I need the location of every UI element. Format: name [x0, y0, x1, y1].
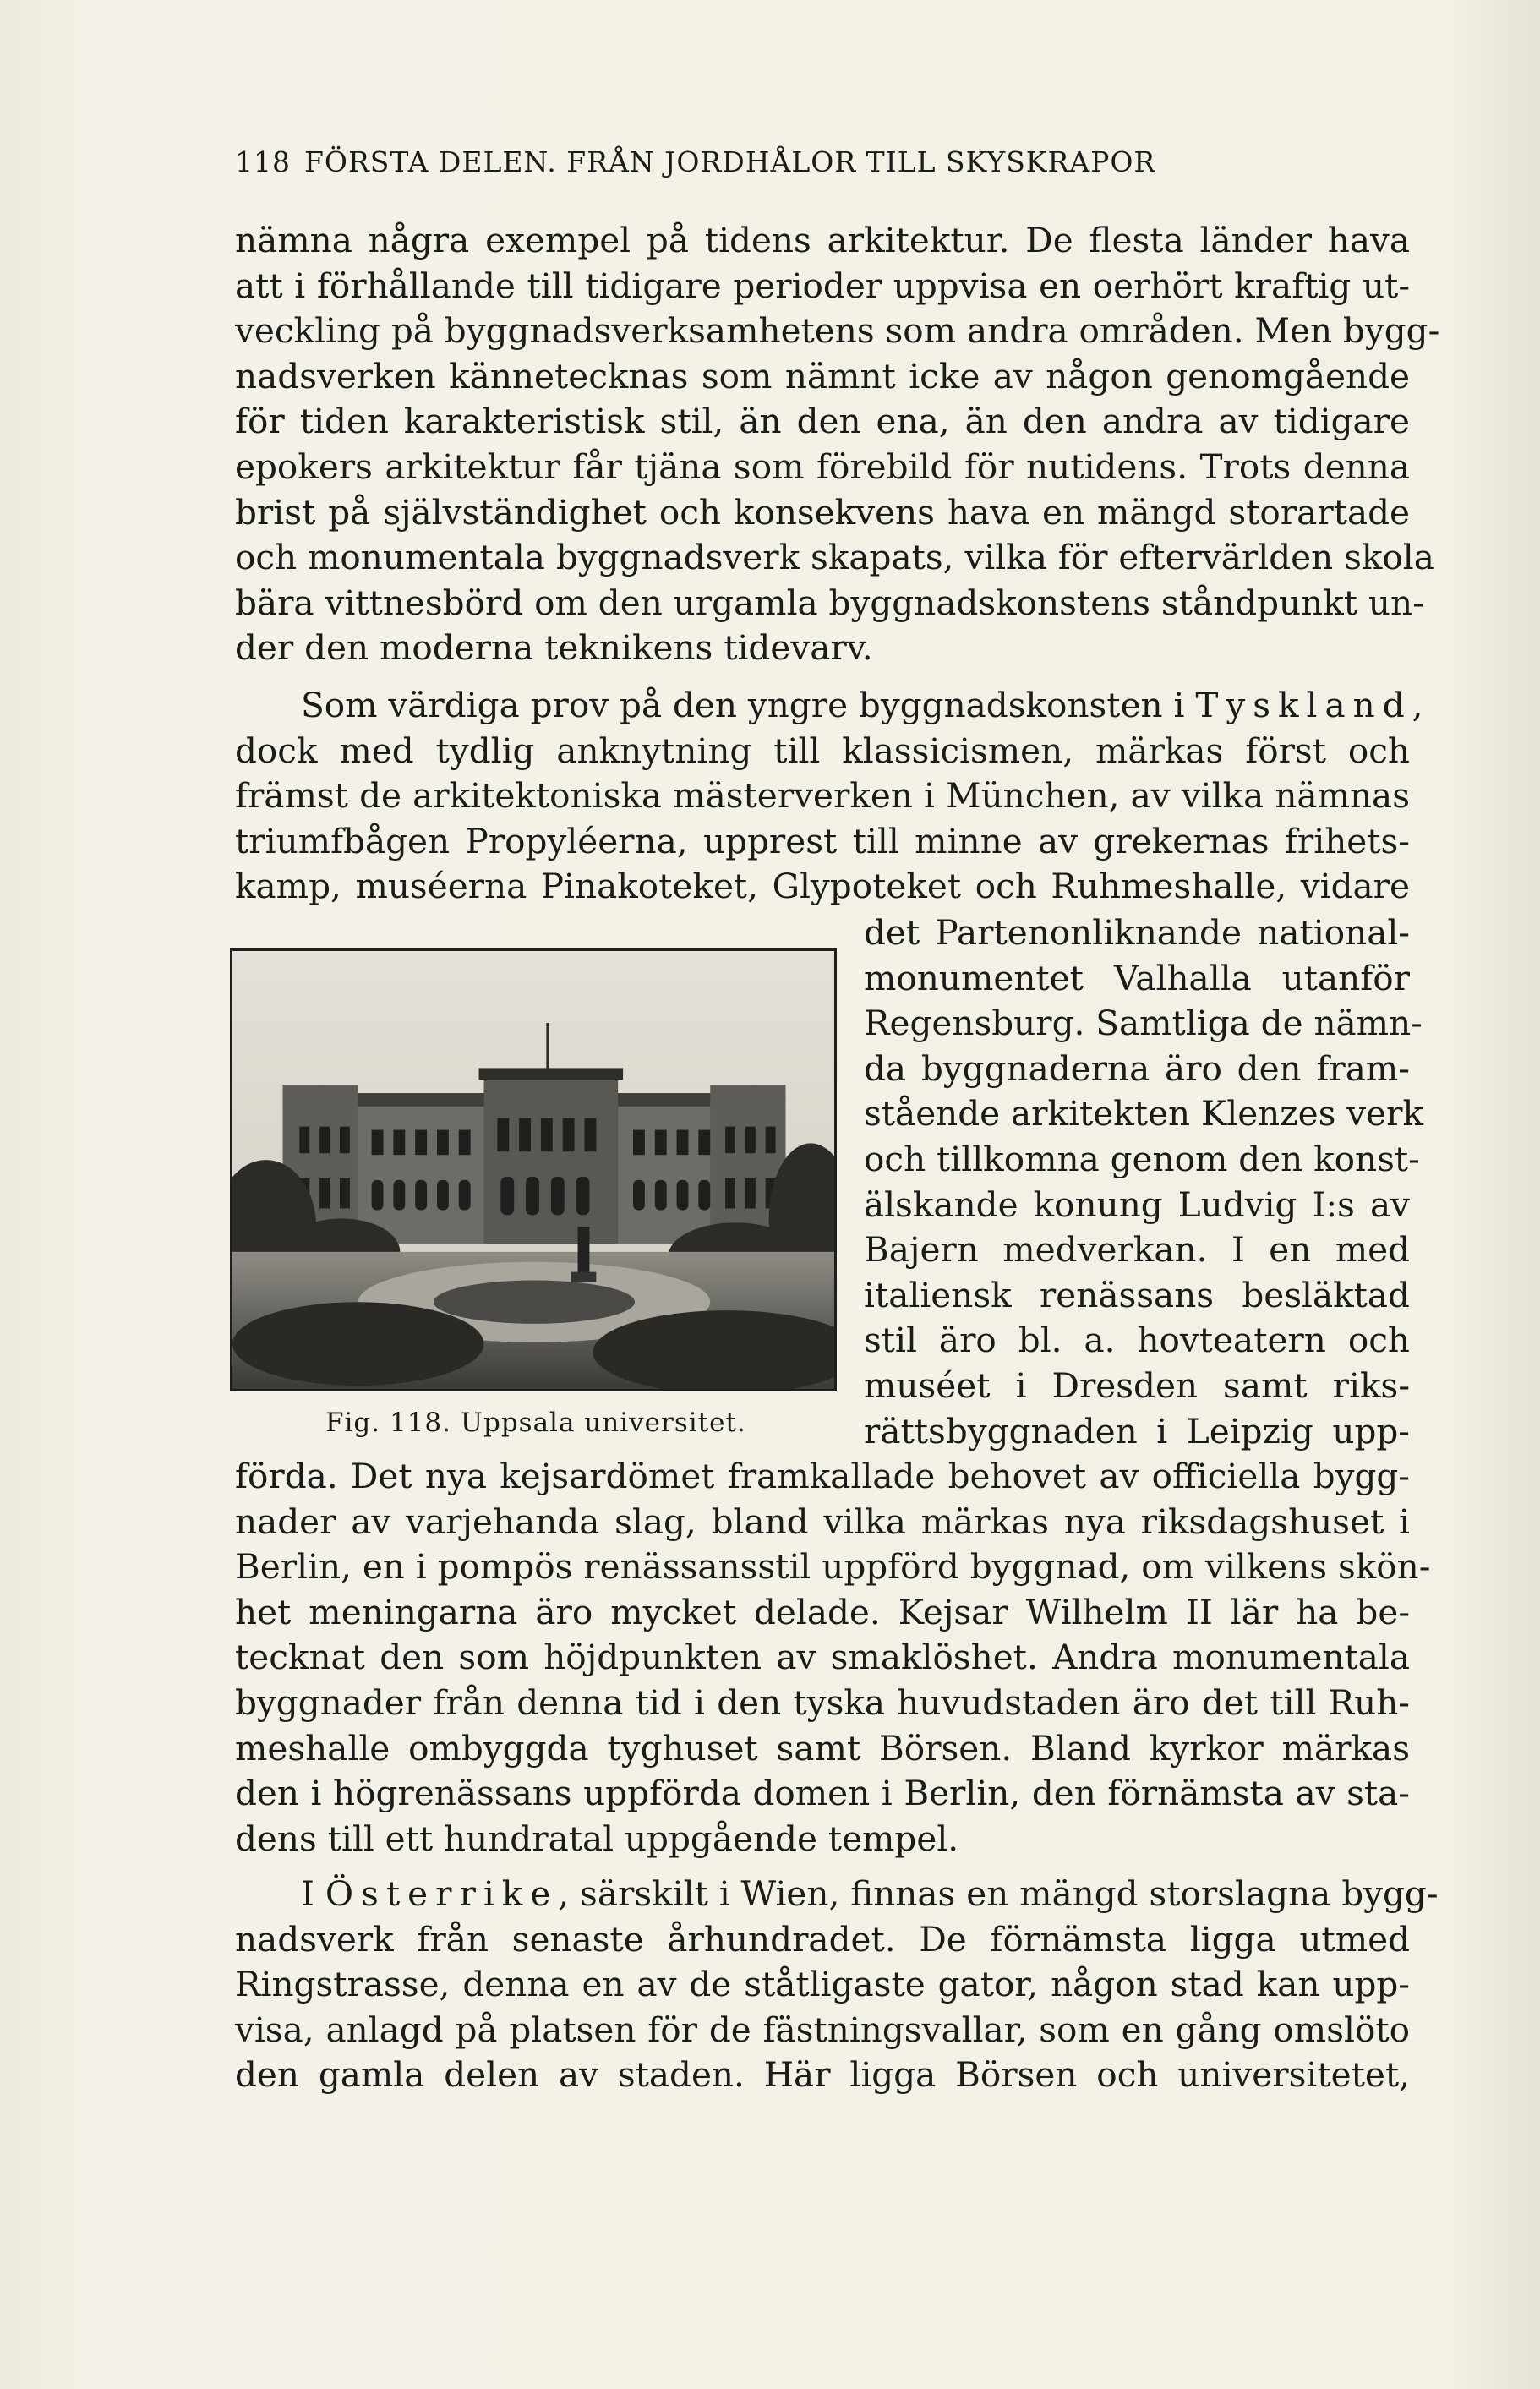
page-number: 118 — [235, 145, 291, 178]
text-line: att i förhållande till tidigare perioder uppvisa en oerhört kraftig ut- — [235, 265, 1410, 306]
paragraph-1 — [235, 218, 1440, 671]
text-line: dens till ett hundratal uppgående tempel. — [235, 1818, 959, 1859]
text-line: den i högrenässans uppförda domen i Berlin, den förnämsta av sta- — [235, 1773, 1410, 1814]
text-run: , — [1412, 685, 1423, 725]
text-line: brist på självständighet och konsekvens hava en mängd storartade — [235, 491, 1410, 533]
text-line — [235, 683, 1423, 729]
text-run: Som värdiga prov på den yngre byggnadskonsten i — [301, 685, 1185, 725]
text-line: det Partenonliknande national- — [864, 912, 1410, 953]
building-photo — [232, 951, 834, 1389]
text-line: för tiden karakteristisk stil, än den ena, än den andra av tidigare — [235, 401, 1410, 442]
paragraph-3 — [235, 1872, 1439, 2098]
text-line: italiensk renässans besläktad — [864, 1274, 1410, 1315]
running-title: FÖRSTA DELEN. FRÅN JORDHÅLOR TILL SKYSKRAPOR — [304, 145, 1156, 178]
text-line — [235, 1872, 1439, 1917]
text-line: veckling på byggnadsverksamhetens som andra områden. Men bygg- — [235, 310, 1440, 352]
text-line: meshalle ombyggda tyghuset samt Börsen. Bland kyrkor märkas — [235, 1727, 1410, 1769]
text-line: nader av varjehanda slag, bland vilka märkas nya riksdagshuset i — [235, 1501, 1410, 1542]
text-run: I — [301, 1873, 314, 1914]
text-line: Berlin, en i pompös renässansstil uppförd byggnad, om vilkens skön- — [235, 1546, 1431, 1588]
text-line: och monumentala byggnadsverk skapats, vilka för eftervärlden skola — [235, 537, 1434, 578]
text-line: rättsbyggnaden i Leipzig upp- — [864, 1410, 1410, 1451]
text-line: bära vittnesbörd om den urgamla byggnadskonstens ståndpunkt un- — [235, 582, 1424, 623]
text-line: främst de arkitektoniska mästerverken i München, av vilka nämnas — [235, 775, 1410, 817]
text-line: kamp, muséerna Pinakoteket, Glypoteket och Ruhmeshalle, vidare — [235, 866, 1410, 907]
text-line: Regensburg. Samtliga de nämn- — [864, 1003, 1423, 1044]
text-line: Bajern medverkan. I en med — [864, 1229, 1410, 1271]
figure-caption: Fig. 118. Uppsala universitet. — [325, 1408, 746, 1438]
text-line: stående arkitekten Klenzes verk — [864, 1093, 1423, 1134]
text-line: tecknat den som höjdpunkten av smaklöshet. Andra monumentala — [235, 1637, 1410, 1678]
text-line: het meningarna äro mycket delade. Kejsar Wilhelm II lär ha be- — [235, 1591, 1410, 1632]
wrapped-text-column — [864, 910, 1423, 1454]
text-line: monumentet Valhalla utanför — [864, 957, 1410, 998]
figure-photo-uppsala-university — [230, 948, 837, 1391]
text-line: förda. Det nya kejsardömet framkallade behovet av officiella bygg- — [235, 1456, 1410, 1496]
text-line: visa, anlagd på platsen för de fästningsvallar, som en gång omslöto — [235, 2009, 1410, 2050]
text-line: epokers arkitektur får tjäna som förebild för nutidens. Trots denna — [235, 446, 1410, 487]
text-line: stil äro bl. a. hovteatern och — [864, 1320, 1410, 1361]
text-line: muséet i Dresden samt riks- — [864, 1364, 1410, 1406]
text-line: byggnader från denna tid i den tyska huvudstaden äro det till Ruh- — [235, 1681, 1410, 1723]
text-line: nadsverken kännetecknas som nämnt icke av någon genomgående — [235, 355, 1410, 396]
text-line: Ringstrasse, denna en av de ståtligaste gator, någon stad kan upp- — [235, 1964, 1410, 2005]
paragraph-2 — [235, 683, 1423, 910]
running-header — [235, 145, 1275, 178]
text-line: älskande konung Ludvig I:s av — [864, 1184, 1410, 1225]
text-line: der den moderna teknikens tidevarv. — [235, 627, 873, 669]
text-line: den gamla delen av staden. Här ligga Börsen och universitetet, — [235, 2054, 1410, 2096]
text-line: triumfbågen Propyléerna, upprest till minne av grekernas frihets- — [235, 820, 1410, 861]
text-run: , särskilt i Wien, finnas en mängd storslagna bygg- — [558, 1873, 1439, 1914]
emphasis-spaced: Österrike — [325, 1873, 559, 1914]
text-line: nadsverk från senaste århundradet. De förnämsta ligga utmed — [235, 1918, 1410, 1960]
text-line: dock med tydlig anknytning till klassicismen, märkas först och — [235, 730, 1410, 771]
paragraph-2-continued — [235, 1454, 1431, 1861]
emphasis-spaced: Tyskland — [1195, 685, 1412, 725]
text-line: och tillkomna genom den konst- — [864, 1138, 1420, 1179]
text-line: da byggnaderna äro den fram- — [864, 1047, 1410, 1089]
text-line: nämna några exempel på tidens arkitektur. De flesta länder hava — [235, 220, 1410, 260]
